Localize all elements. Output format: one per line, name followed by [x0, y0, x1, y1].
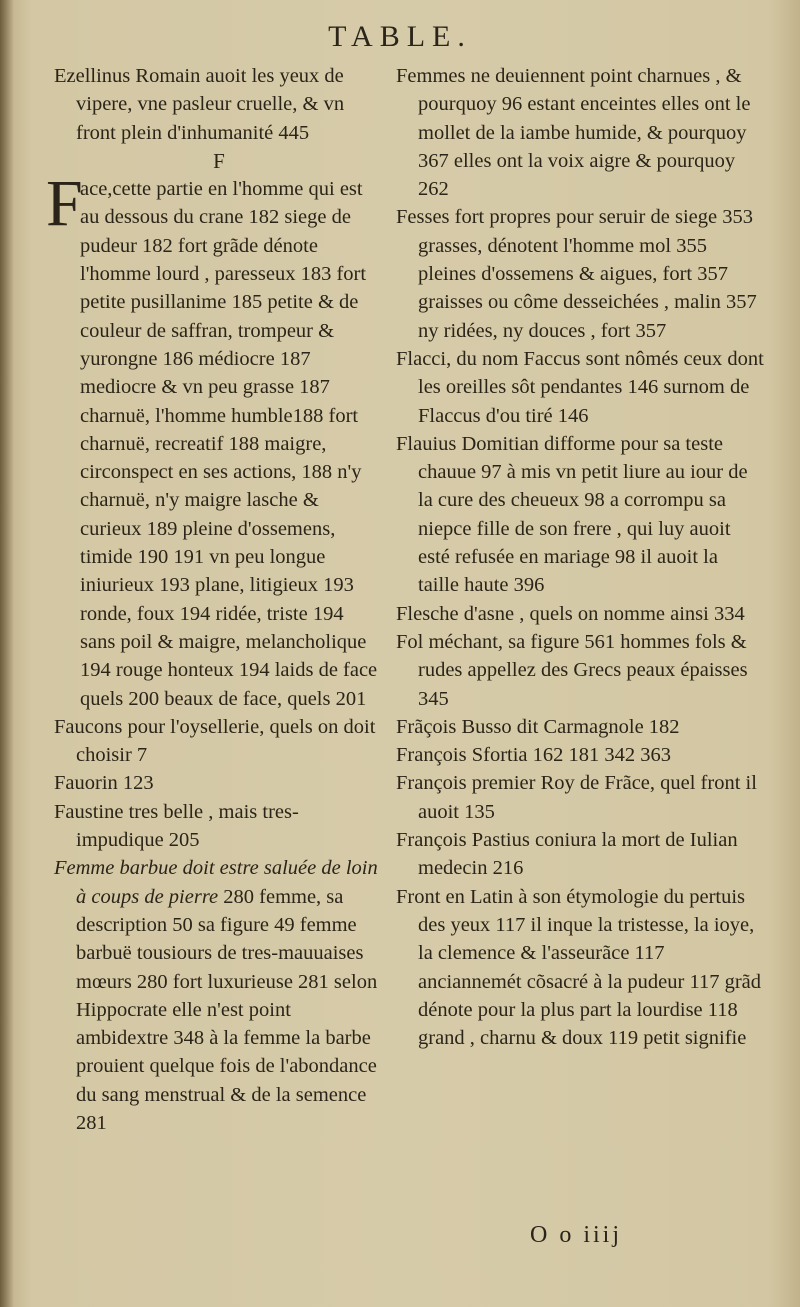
index-entry: François Sfortia 162 181 342 363 — [396, 744, 672, 767]
signature-mark: O o iiij — [530, 1222, 623, 1248]
index-entry: Fauorin 123 — [54, 772, 154, 795]
index-entry: Faucons pour l'oysellerie, quels on doit choisir 7 — [54, 715, 381, 767]
index-entry: François Pastius coniura la mort de Iulian medecin 216 — [396, 829, 743, 880]
index-entry: Flacci, du nom Faccus sont nômés ceux dont les oreilles sôt pendantes 146 surnom de Flaccus d'ou tiré 146 — [396, 347, 769, 427]
left-column — [46, 62, 384, 1137]
binding-shadow — [0, 0, 14, 1307]
index-entry: Front en Latin à son étymologie du pertuis des yeux 117 il inque la tristesse, la ioye, la clemence & l'asseurãce 117 anciannemét cõsacré à la pudeur 117 grãd dénote pour la plus part la lourdise 118 grand , charnu & doux 119 petit signifie — [396, 885, 767, 1050]
index-entry-text: ace,cette partie en l'homme qui est au dessous du crane 182 siege de pudeur 182 fort grãde dénote l'homme lourd , paresseux 183 fort petite pusillanime 185 petite & de couleur de saffran, trompeur & yurongne 186 médiocre 187 mediocre & vn peu grasse 187 charnuë, l'homme humble188 fort charnuë, recreatif 188 maigre, circonspect en ses actions, 188 n'y charnuë, n'y maigre lasche & curieux 189 pleine d'ossemens, timide 190 191 vn peu longue iniurieux 193 plane, litigieux 193 ronde, foux 194 ridée, triste 194 sans poil & maigre, melancholique 194 rouge honteux 194 laids de face quels 200 beaux de face, quels 201 — [80, 178, 383, 710]
drop-capital: F — [46, 167, 83, 241]
index-entry: Frãçois Busso dit Carmagnole 182 — [396, 715, 680, 738]
index-entry: Faustine tres belle , mais tres-impudique 205 — [54, 800, 299, 852]
italic-lemma: Femme barbue doit estre saluée de loin à coups de pierre — [54, 857, 383, 908]
index-entry: Ezellinus Romain auoit les yeux de vipere, vne pasleur cruelle, & vn front plein d'inhumanité 445 — [54, 65, 350, 144]
index-entry: François premier Roy de Frãce, quel front il auoit 135 — [396, 772, 763, 823]
running-head: TABLE. — [328, 20, 472, 53]
index-entry — [46, 167, 384, 713]
index-entry: Femme barbue doit estre saluée de loin à coups de pierre 280 femme, sa description 50 sa figure 49 femme barbuë tousiours de tres-mauuaises mœurs 280 fort luxurieuse 281 selon Hippocrate elle n'est point ambidextre 348 à la femme la barbe prouient quelque fois de l'abondance du sang menstrual & de la semence 281 — [54, 857, 383, 1134]
index-entry: Flauius Domitian difforme pour sa teste chauue 97 à mis vn petit liure au iour de la cure des cheueux 98 a corrompu sa niepce fille de son frere , qui luy auoit esté refusée en mariage 98 il auoit la taille haute 396 — [396, 432, 753, 597]
section-letter: F — [213, 148, 225, 173]
right-column — [396, 62, 769, 1052]
index-entry: Fol méchant, sa figure 561 hommes fols & rudes appellez des Grecs peaux épaisses 345 — [396, 630, 753, 710]
index-entry: Femmes ne deuiennent point charnues , & pourquoy 96 estant enceintes elles ont le mollet de la iambe humide, & pourquoy 367 elles ont la voix aigre & pourquoy 262 — [396, 65, 756, 201]
index-entry: Flesche d'asne , quels on nomme ainsi 334 — [396, 602, 745, 625]
index-entry: Fesses fort propres pour seruir de siege 353 grasses, dénotent l'homme mol 355 pleines d'ossemens & aigues, fort 357 graisses ou côme desseichées , malin 357 ny ridées, ny douces , fort 357 — [396, 206, 762, 342]
